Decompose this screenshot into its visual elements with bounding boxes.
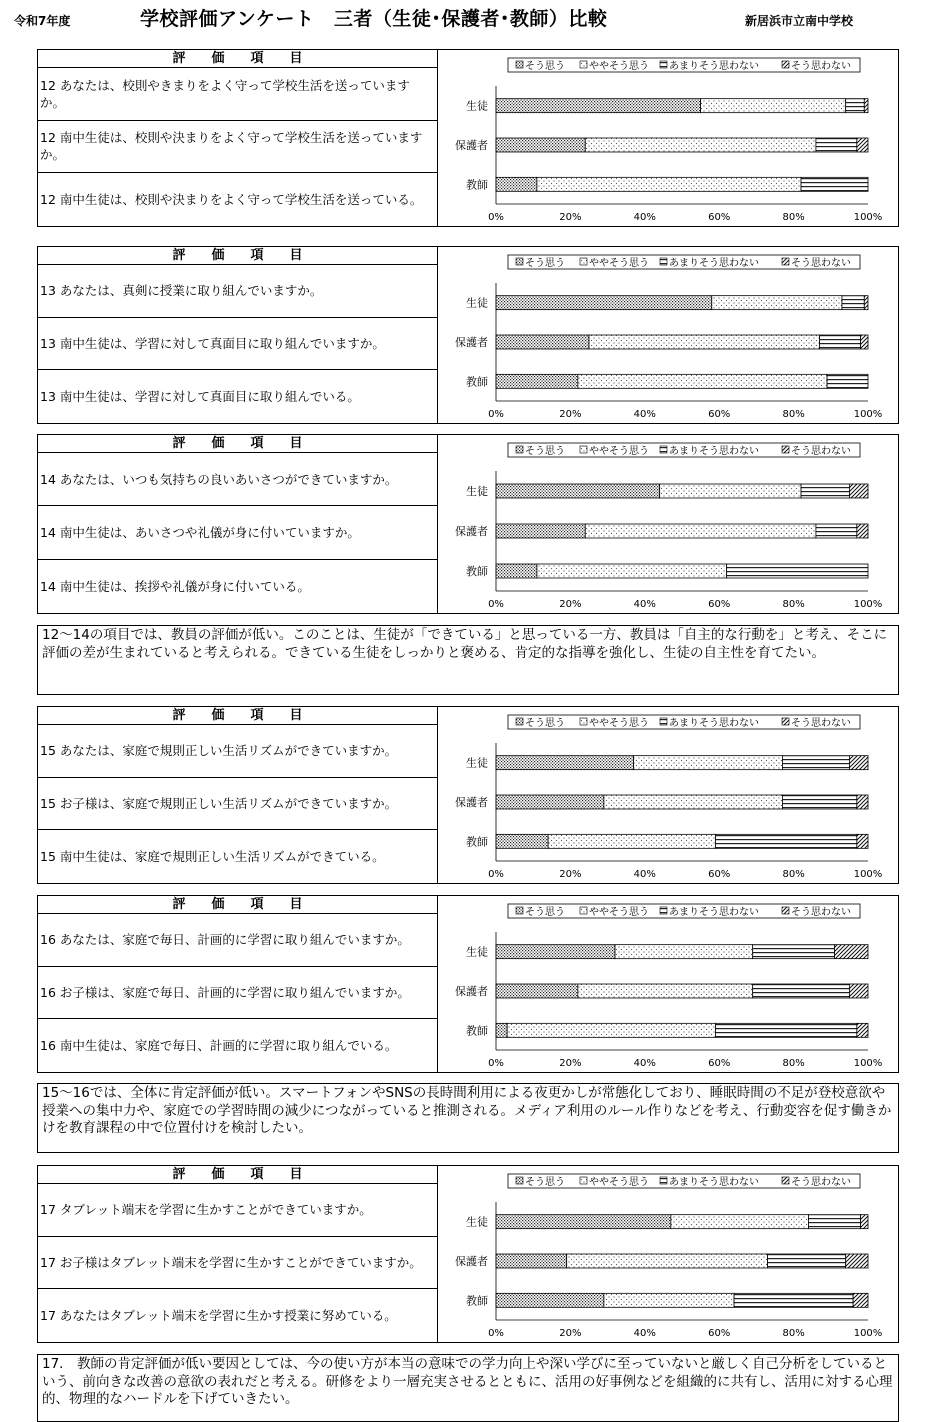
- items-header: 評価項目: [38, 1166, 438, 1184]
- evaluation-item: 17 タブレット端末を学習に生かすことができていますか。: [38, 1184, 438, 1237]
- evaluation-item: 12 南中生徒は、校則や決まりをよく守って学校生活を送っている。: [38, 173, 438, 226]
- bar-segment: [801, 484, 849, 498]
- category-label: 保護者: [455, 985, 488, 998]
- bar-segment: [496, 945, 615, 959]
- bar-segment: [857, 795, 868, 809]
- x-tick-label: 20%: [559, 1058, 582, 1069]
- x-tick-label: 40%: [633, 869, 656, 880]
- legend-label: そう思う: [525, 258, 565, 269]
- x-tick-label: 0%: [488, 409, 504, 420]
- evaluation-item: 17 お子様はタブレット端末を学習に生かすことができていますか。: [38, 1237, 438, 1290]
- bar-segment: [849, 756, 868, 770]
- bar-segment: [835, 945, 868, 959]
- bar-segment: [849, 984, 868, 998]
- category-label: 生徒: [466, 485, 488, 498]
- bar-segment: [585, 524, 816, 538]
- x-tick-label: 100%: [853, 1328, 883, 1339]
- legend-swatch: [516, 446, 523, 453]
- x-tick-label: 60%: [708, 599, 731, 610]
- evaluation-item: 16 あなたは、家庭で毎日、計画的に学習に取り組んでいますか。: [38, 914, 438, 967]
- x-tick-label: 80%: [782, 599, 805, 610]
- items-table: [38, 707, 438, 883]
- x-tick-label: 60%: [708, 869, 731, 880]
- chart-3: [438, 435, 898, 613]
- bar-segment: [589, 335, 820, 349]
- bar-segment: [496, 335, 589, 349]
- chart-legend: [508, 443, 860, 457]
- x-tick-label: 60%: [708, 1058, 731, 1069]
- category-label: 教師: [466, 375, 488, 389]
- legend-swatch: [516, 1177, 523, 1184]
- x-tick-label: 40%: [633, 212, 656, 223]
- x-tick-label: 100%: [853, 599, 883, 610]
- bar-segment: [604, 1293, 734, 1307]
- legend-swatch: [782, 907, 789, 914]
- x-tick-label: 60%: [708, 1328, 731, 1339]
- question-block-1: [37, 49, 899, 227]
- chart-legend: [508, 715, 860, 729]
- legend-swatch: [782, 61, 789, 68]
- chart-5: [438, 896, 898, 1072]
- category-label: 教師: [466, 1294, 488, 1308]
- evaluation-item: 15 あなたは、家庭で規則正しい生活リズムができていますか。: [38, 725, 438, 778]
- bar-segment: [861, 1215, 868, 1229]
- stacked-bar-chart: [438, 435, 898, 613]
- category-label: 教師: [466, 835, 488, 849]
- legend-swatch: [580, 258, 587, 265]
- legend-swatch: [660, 258, 667, 265]
- items-header: 評価項目: [38, 435, 438, 453]
- items-table: [38, 435, 438, 613]
- category-label: 生徒: [466, 945, 488, 959]
- x-tick-label: 20%: [559, 1328, 582, 1339]
- evaluation-item: 15 南中生徒は、家庭で規則正しい生活リズムができている。: [38, 830, 438, 883]
- x-tick-label: 80%: [782, 1328, 805, 1339]
- legend-swatch: [516, 258, 523, 265]
- category-label: 保護者: [455, 336, 488, 349]
- evaluation-item: 13 あなたは、真剣に授業に取り組んでいますか。: [38, 265, 438, 318]
- items-table: [38, 1166, 438, 1342]
- legend-label: あまりそう思わない: [669, 61, 759, 72]
- x-tick-label: 100%: [853, 212, 883, 223]
- question-block-6: [37, 1165, 899, 1343]
- legend-label: あまりそう思わない: [669, 1177, 759, 1188]
- bar-segment: [671, 1215, 809, 1229]
- bar-segment: [634, 756, 783, 770]
- chart-4: [438, 707, 898, 883]
- legend-swatch: [782, 446, 789, 453]
- stacked-bar-chart: [438, 247, 898, 423]
- x-tick-label: 40%: [633, 1328, 656, 1339]
- bar-segment: [496, 984, 578, 998]
- bar-segment: [496, 1023, 507, 1037]
- bar-segment: [715, 1023, 856, 1037]
- bar-segment: [496, 484, 660, 498]
- bar-segment: [853, 1293, 868, 1307]
- evaluation-item: 13 南中生徒は、学習に対して真面目に取り組んでいますか。: [38, 318, 438, 371]
- stacked-bar-chart: [438, 896, 898, 1072]
- legend-swatch: [660, 718, 667, 725]
- items-table: [38, 50, 438, 226]
- bar-segment: [846, 1254, 868, 1268]
- bar-segment: [537, 177, 801, 191]
- legend-swatch: [516, 718, 523, 725]
- bar-segment: [846, 99, 865, 113]
- category-label: 生徒: [466, 756, 488, 770]
- bar-segment: [604, 795, 783, 809]
- evaluation-item: 17 あなたはタブレット端末を学習に生かす授業に努めている。: [38, 1289, 438, 1342]
- question-block-4: [37, 706, 899, 884]
- bar-segment: [768, 1254, 846, 1268]
- legend-label: そう思う: [525, 907, 565, 918]
- legend-label: あまりそう思わない: [669, 907, 759, 918]
- chart-legend: [508, 904, 860, 918]
- evaluation-item: 12 南中生徒は、校則や決まりをよく守って学校生活を送っていますか。: [38, 121, 438, 174]
- bar-segment: [816, 138, 857, 152]
- stacked-bar-chart: [438, 707, 898, 883]
- items-header: 評価項目: [38, 50, 438, 68]
- items-header: 評価項目: [38, 896, 438, 914]
- bar-segment: [727, 564, 868, 578]
- page-title: 学校評価アンケート 三者（生徒･保護者･教師）比較: [140, 8, 608, 30]
- bar-segment: [753, 984, 850, 998]
- bar-segment: [701, 99, 846, 113]
- x-tick-label: 40%: [633, 409, 656, 420]
- x-tick-label: 80%: [782, 409, 805, 420]
- bar-segment: [827, 374, 868, 388]
- category-label: 生徒: [466, 1215, 488, 1229]
- stacked-bar-chart: [438, 1166, 898, 1342]
- legend-swatch: [580, 61, 587, 68]
- bar-segment: [548, 834, 715, 848]
- legend-swatch: [580, 718, 587, 725]
- bar-segment: [537, 564, 727, 578]
- bar-segment: [842, 296, 864, 310]
- legend-label: そう思う: [525, 446, 565, 457]
- legend-label: あまりそう思わない: [669, 446, 759, 457]
- evaluation-item: 14 南中生徒は、挨拶や礼儀が身に付いている。: [38, 560, 438, 613]
- x-tick-label: 80%: [782, 869, 805, 880]
- legend-swatch: [782, 258, 789, 265]
- category-label: 保護者: [455, 1255, 488, 1268]
- x-tick-label: 0%: [488, 212, 504, 223]
- chart-1: [438, 50, 898, 226]
- legend-label: ややそう思う: [589, 1177, 649, 1188]
- bar-segment: [496, 1293, 604, 1307]
- chart-6: [438, 1166, 898, 1342]
- bar-segment: [734, 1293, 853, 1307]
- fiscal-year: 令和7年度: [14, 14, 71, 28]
- legend-label: そう思わない: [791, 258, 851, 269]
- bar-segment: [712, 296, 842, 310]
- bar-segment: [857, 524, 868, 538]
- bar-segment: [849, 484, 868, 498]
- x-tick-label: 0%: [488, 1058, 504, 1069]
- bar-segment: [496, 524, 585, 538]
- x-tick-label: 20%: [559, 409, 582, 420]
- question-block-2: [37, 246, 899, 424]
- bar-segment: [496, 795, 604, 809]
- x-tick-label: 20%: [559, 869, 582, 880]
- x-tick-label: 0%: [488, 599, 504, 610]
- category-label: 保護者: [455, 525, 488, 538]
- bar-segment: [567, 1254, 768, 1268]
- x-tick-label: 20%: [559, 599, 582, 610]
- legend-label: ややそう思う: [589, 907, 649, 918]
- chart-2: [438, 247, 898, 423]
- legend-label: そう思う: [525, 718, 565, 729]
- bar-segment: [864, 296, 868, 310]
- x-tick-label: 20%: [559, 212, 582, 223]
- chart-legend: [508, 1174, 860, 1188]
- items-table: [38, 247, 438, 423]
- evaluation-item: 13 南中生徒は、学習に対して真面目に取り組んでいる。: [38, 370, 438, 423]
- bar-segment: [801, 177, 868, 191]
- legend-swatch: [516, 907, 523, 914]
- category-label: 保護者: [455, 139, 488, 152]
- evaluation-item: 16 南中生徒は、家庭で毎日、計画的に学習に取り組んでいる。: [38, 1019, 438, 1072]
- legend-label: ややそう思う: [589, 61, 649, 72]
- legend-swatch: [580, 446, 587, 453]
- category-label: 教師: [466, 565, 488, 578]
- legend-swatch: [660, 1177, 667, 1184]
- evaluation-item: 15 お子様は、家庭で規則正しい生活リズムができていますか。: [38, 778, 438, 831]
- bar-segment: [857, 1023, 868, 1037]
- bar-segment: [507, 1023, 715, 1037]
- evaluation-item: 16 お子様は、家庭で毎日、計画的に学習に取り組んでいますか。: [38, 967, 438, 1020]
- bar-segment: [496, 296, 712, 310]
- bar-segment: [496, 564, 537, 578]
- legend-swatch: [782, 1177, 789, 1184]
- bar-segment: [578, 374, 827, 388]
- legend-swatch: [660, 61, 667, 68]
- bar-segment: [808, 1215, 860, 1229]
- school-name: 新居浜市立南中学校: [745, 14, 854, 28]
- legend-label: そう思わない: [791, 446, 851, 457]
- legend-label: あまりそう思わない: [669, 718, 759, 729]
- stacked-bar-chart: [438, 50, 898, 226]
- legend-label: そう思う: [525, 1177, 565, 1188]
- category-label: 生徒: [466, 99, 488, 113]
- bar-segment: [782, 795, 856, 809]
- x-tick-label: 40%: [633, 599, 656, 610]
- bar-segment: [864, 99, 868, 113]
- x-tick-label: 80%: [782, 212, 805, 223]
- bar-segment: [857, 834, 868, 848]
- legend-swatch: [580, 1177, 587, 1184]
- category-label: 生徒: [466, 296, 488, 310]
- legend-swatch: [782, 718, 789, 725]
- x-tick-label: 80%: [782, 1058, 805, 1069]
- evaluation-item: 12 あなたは、校則やきまりをよく守って学校生活を送っていますか。: [38, 68, 438, 121]
- category-label: 保護者: [455, 796, 488, 809]
- legend-label: そう思わない: [791, 718, 851, 729]
- question-block-3: [37, 434, 899, 614]
- legend-label: ややそう思う: [589, 718, 649, 729]
- legend-swatch: [660, 907, 667, 914]
- items-header: 評価項目: [38, 707, 438, 725]
- question-block-5: [37, 895, 899, 1073]
- x-tick-label: 100%: [853, 1058, 883, 1069]
- bar-segment: [753, 945, 835, 959]
- page-header: [0, 0, 930, 40]
- items-table: [38, 896, 438, 1072]
- bar-segment: [496, 834, 548, 848]
- bar-segment: [816, 524, 857, 538]
- x-tick-label: 100%: [853, 409, 883, 420]
- bar-segment: [615, 945, 753, 959]
- x-tick-label: 0%: [488, 1328, 504, 1339]
- x-tick-label: 0%: [488, 869, 504, 880]
- bar-segment: [496, 374, 578, 388]
- category-label: 教師: [466, 178, 488, 192]
- bar-segment: [585, 138, 816, 152]
- bar-segment: [496, 1215, 671, 1229]
- legend-swatch: [660, 446, 667, 453]
- comment-box: 15～16では、全体に肯定評価が低い。スマートフォンやSNSの長時間利用による夜更かしが常態化しており、睡眠時間の不足が登校意欲や授業への集中力や、家庭での学習時間の減少につながっていると推測される。メディア利用のルール作りなどを考え、行動変容を促す働きかけを教育課程の中で位置付けを検討したい。: [37, 1083, 899, 1153]
- x-tick-label: 100%: [853, 869, 883, 880]
- bar-segment: [820, 335, 861, 349]
- bar-segment: [660, 484, 801, 498]
- x-tick-label: 40%: [633, 1058, 656, 1069]
- category-label: 教師: [466, 1024, 488, 1038]
- legend-label: あまりそう思わない: [669, 258, 759, 269]
- bar-segment: [496, 99, 701, 113]
- bar-segment: [782, 756, 849, 770]
- bar-segment: [715, 834, 856, 848]
- bar-segment: [857, 138, 868, 152]
- legend-label: そう思わない: [791, 1177, 851, 1188]
- bar-segment: [861, 335, 868, 349]
- evaluation-item: 14 南中生徒は、あいさつや礼儀が身に付いていますか。: [38, 506, 438, 559]
- chart-legend: [508, 58, 860, 72]
- x-tick-label: 60%: [708, 409, 731, 420]
- items-header: 評価項目: [38, 247, 438, 265]
- legend-label: ややそう思う: [589, 258, 649, 269]
- bar-segment: [496, 138, 585, 152]
- x-tick-label: 60%: [708, 212, 731, 223]
- bar-segment: [496, 756, 634, 770]
- legend-swatch: [580, 907, 587, 914]
- comment-box: 12～14の項目では、教員の評価が低い。このことは、生徒が「できている」と思っている一方、教員は「自主的な行動を」と考え、そこに評価の差が生まれていると考えられる。できている生徒をしっかりと褒める、肯定的な指導を強化し、生徒の自主性を育てたい。: [37, 625, 899, 695]
- comment-box: 17. 教師の肯定評価が低い要因としては、今の使い方が本当の意味での学力向上や深い学びに至っていないと厳しく自己分析をしているという、前向きな改善の意欲の表れだと考える。研修をより一層充実させるとともに、活用の好事例などを組織的に共有し、活用に対する心理的、物理的なハードルを下げていきたい。: [37, 1354, 899, 1422]
- bar-segment: [578, 984, 753, 998]
- bar-segment: [496, 1254, 567, 1268]
- legend-label: そう思う: [525, 61, 565, 72]
- chart-legend: [508, 255, 860, 269]
- legend-swatch: [516, 61, 523, 68]
- legend-label: そう思わない: [791, 907, 851, 918]
- legend-label: そう思わない: [791, 61, 851, 72]
- evaluation-item: 14 あなたは、いつも気持ちの良いあいさつができていますか。: [38, 453, 438, 506]
- bar-segment: [496, 177, 537, 191]
- legend-label: ややそう思う: [589, 446, 649, 457]
